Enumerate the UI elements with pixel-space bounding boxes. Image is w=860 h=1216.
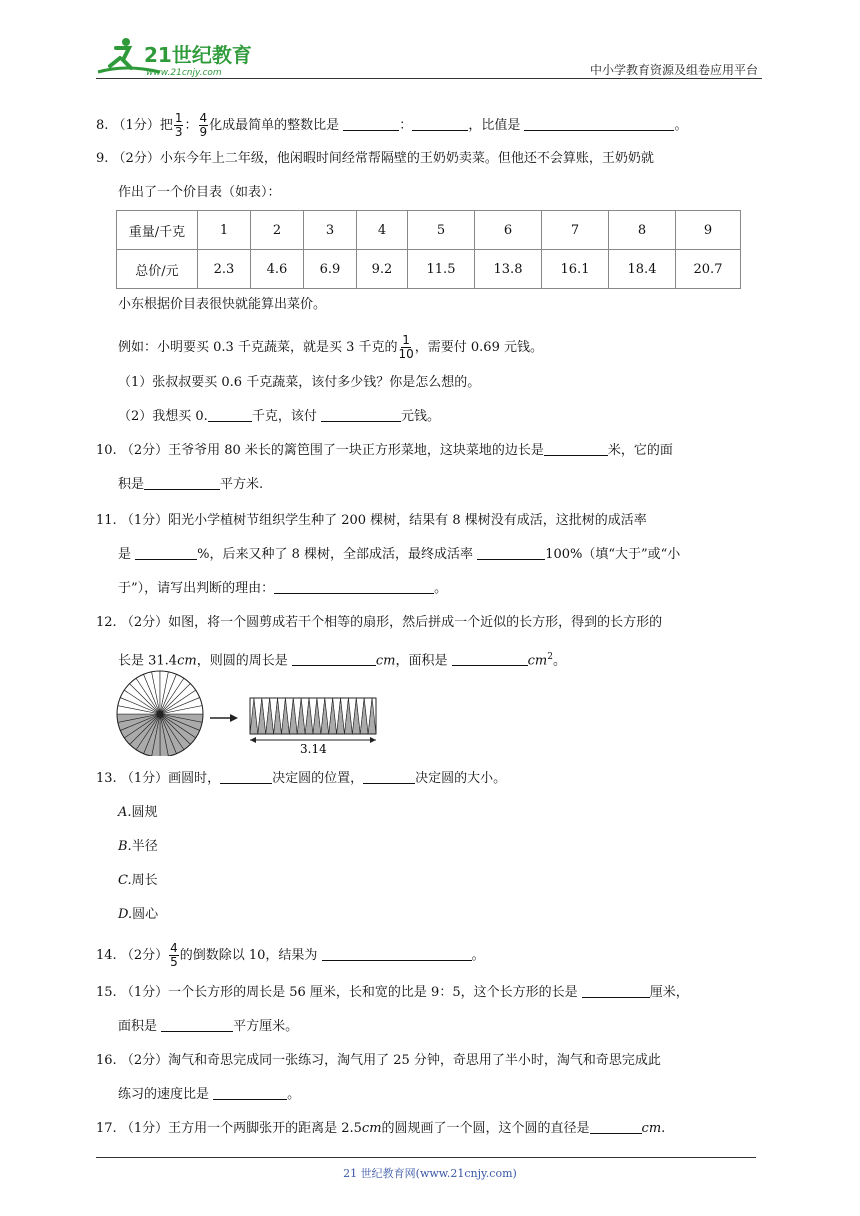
question-9: 9. （2分）小东今年上二年级，他闲暇时间经常帮隔壁的王奶奶卖菜。但他还不会算账，王奶奶就: [96, 151, 654, 166]
answer-blank[interactable]: [135, 545, 197, 560]
answer-blank[interactable]: [524, 116, 674, 131]
question-9-sub1: （1）张叔叔要买 0.6 千克蔬菜，该付多少钱？你是怎么想的。: [118, 375, 481, 390]
table-cell: 4: [357, 211, 408, 250]
answer-blank[interactable]: [220, 769, 272, 784]
answer-blank[interactable]: [363, 769, 415, 784]
table-cell: 16.1: [542, 250, 609, 289]
question-17: 17. （1分）王方用一个两脚张开的距离是 2.5cm的圆规画了一个圆，这个圆的直径是 cm.: [96, 1121, 666, 1136]
answer-blank[interactable]: [161, 1017, 233, 1032]
question-14: 14. （2分） $\frac{4}{5}$ 的倒数除以 10，结果为 。: [96, 941, 485, 969]
answer-blank[interactable]: [590, 1119, 642, 1134]
table-cell: 1: [198, 211, 251, 250]
table-cell: 9: [676, 211, 741, 250]
svg-text:21世纪教育: 21世纪教育: [144, 43, 252, 67]
option-b[interactable]: B.半径: [118, 839, 158, 854]
table-cell: 13.8: [475, 250, 542, 289]
table-header-cell: 重量/千克: [117, 211, 198, 250]
question-16-line2: 练习的速度比是 。: [118, 1087, 301, 1102]
figure-label: 3.14: [300, 742, 327, 756]
answer-blank[interactable]: [343, 116, 399, 131]
question-11: 11. （1分）阳光小学植树节组织学生种了 200 棵树，结果有 8 棵树没有成活，这批树的成活率: [96, 513, 647, 528]
answer-blank[interactable]: [321, 407, 401, 422]
footer-rule: [96, 1157, 756, 1158]
table-cell: 3: [304, 211, 357, 250]
question-15-line2: 面积是 平方厘米。: [118, 1019, 299, 1034]
question-9-example: 例如：小明要买 0.3 千克蔬菜，就是买 3 千克的 $\frac{1}{10}$ ，需要付 0.69 元钱。: [118, 333, 543, 361]
circle-to-rectangle-figure: [116, 670, 386, 756]
question-8: 8. （1分）把 $\frac{1}{3}$ ： $\frac{4}{9}$ 化成最简单的整数比是 ： ，比值是 。: [96, 111, 688, 139]
fraction: $\frac{1}{10}$: [398, 333, 414, 361]
table-row: [117, 211, 741, 250]
question-11-line2: 是 %，后来又种了 8 棵树，全部成活，最终成活率 100%（填“大于”或“小: [118, 547, 681, 562]
fraction: $\frac{1}{3}$: [174, 111, 183, 139]
answer-blank[interactable]: [274, 579, 434, 594]
answer-blank[interactable]: [208, 407, 252, 422]
table-cell: 6: [475, 211, 542, 250]
answer-blank[interactable]: [582, 983, 650, 998]
fraction: $\frac{4}{5}$: [170, 941, 178, 969]
table-cell: 2.3: [198, 250, 251, 289]
approximate-rectangle: [250, 698, 376, 734]
table-cell: 2: [251, 211, 304, 250]
question-10: 10. （2分）王爷爷用 80 米长的篱笆围了一块正方形菜地，这块菜地的边长是 米，它的面: [96, 443, 673, 458]
option-c[interactable]: C.周长: [118, 873, 158, 888]
footer-text: 21 世纪教育网(www.21cnjy.com): [343, 1167, 517, 1180]
question-16: 16. （2分）淘气和奇思完成同一张练习，淘气用了 25 分钟，奇思用了半小时，淘气和奇思完成此: [96, 1053, 661, 1068]
question-13: 13. （1分）画圆时， 决定圆的位置， 决定圆的大小。: [96, 771, 507, 786]
answer-blank[interactable]: [544, 441, 608, 456]
svg-text:www.21cnjy.com: www.21cnjy.com: [146, 68, 222, 78]
answer-blank[interactable]: [412, 116, 468, 131]
brand-text: 中小学教育资源及组卷应用平台: [589, 63, 758, 77]
answer-blank[interactable]: [477, 545, 545, 560]
answer-blank[interactable]: [213, 1085, 287, 1100]
option-a[interactable]: A.圆规: [118, 805, 158, 820]
table-cell: 9.2: [357, 250, 408, 289]
question-11-line3: 于”），请写出判断的理由： 。: [118, 581, 448, 596]
question-12-line2: 长是 31.4cm，则圆的周长是 cm，面积是 $cm^2$。: [118, 652, 566, 669]
question-10-line2: 积是 平方米.: [118, 477, 264, 492]
table-cell: 18.4: [609, 250, 676, 289]
arrow-right-icon: [210, 714, 238, 722]
question-9-line2: 作出了一个价目表（如表）：: [118, 185, 281, 200]
table-cell: 8: [609, 211, 676, 250]
price-table: [116, 210, 741, 289]
question-12: 12. （2分）如图，将一个圆剪成若干个相等的扇形，然后拼成一个近似的长方形，得到的长方形的: [96, 615, 663, 630]
question-9-note: 小东根据价目表很快就能算出菜价。: [118, 297, 327, 312]
answer-blank[interactable]: [452, 651, 528, 666]
question-9-sub2: （2）我想买 0. 千克，该付 元钱。: [118, 409, 440, 424]
table-cell: 7: [542, 211, 609, 250]
fraction: $\frac{4}{9}$: [199, 111, 208, 139]
table-cell: 5: [408, 211, 475, 250]
option-d[interactable]: D.圆心: [118, 907, 159, 922]
answer-blank[interactable]: [292, 651, 376, 666]
logo: [96, 34, 266, 78]
table-row: [117, 250, 741, 289]
table-cell: 6.9: [304, 250, 357, 289]
question-15: 15. （1分）一个长方形的周长是 56 厘米，长和宽的比是 9：5，这个长方形的长是 厘米，: [96, 985, 689, 1000]
table-cell: 4.6: [251, 250, 304, 289]
table-cell: 11.5: [408, 250, 475, 289]
answer-blank[interactable]: [322, 946, 472, 961]
answer-blank[interactable]: [144, 475, 220, 490]
page-header: [96, 34, 762, 78]
table-header-cell: 总价/元: [117, 250, 198, 289]
header-rule: [96, 78, 762, 79]
table-cell: 20.7: [676, 250, 741, 289]
